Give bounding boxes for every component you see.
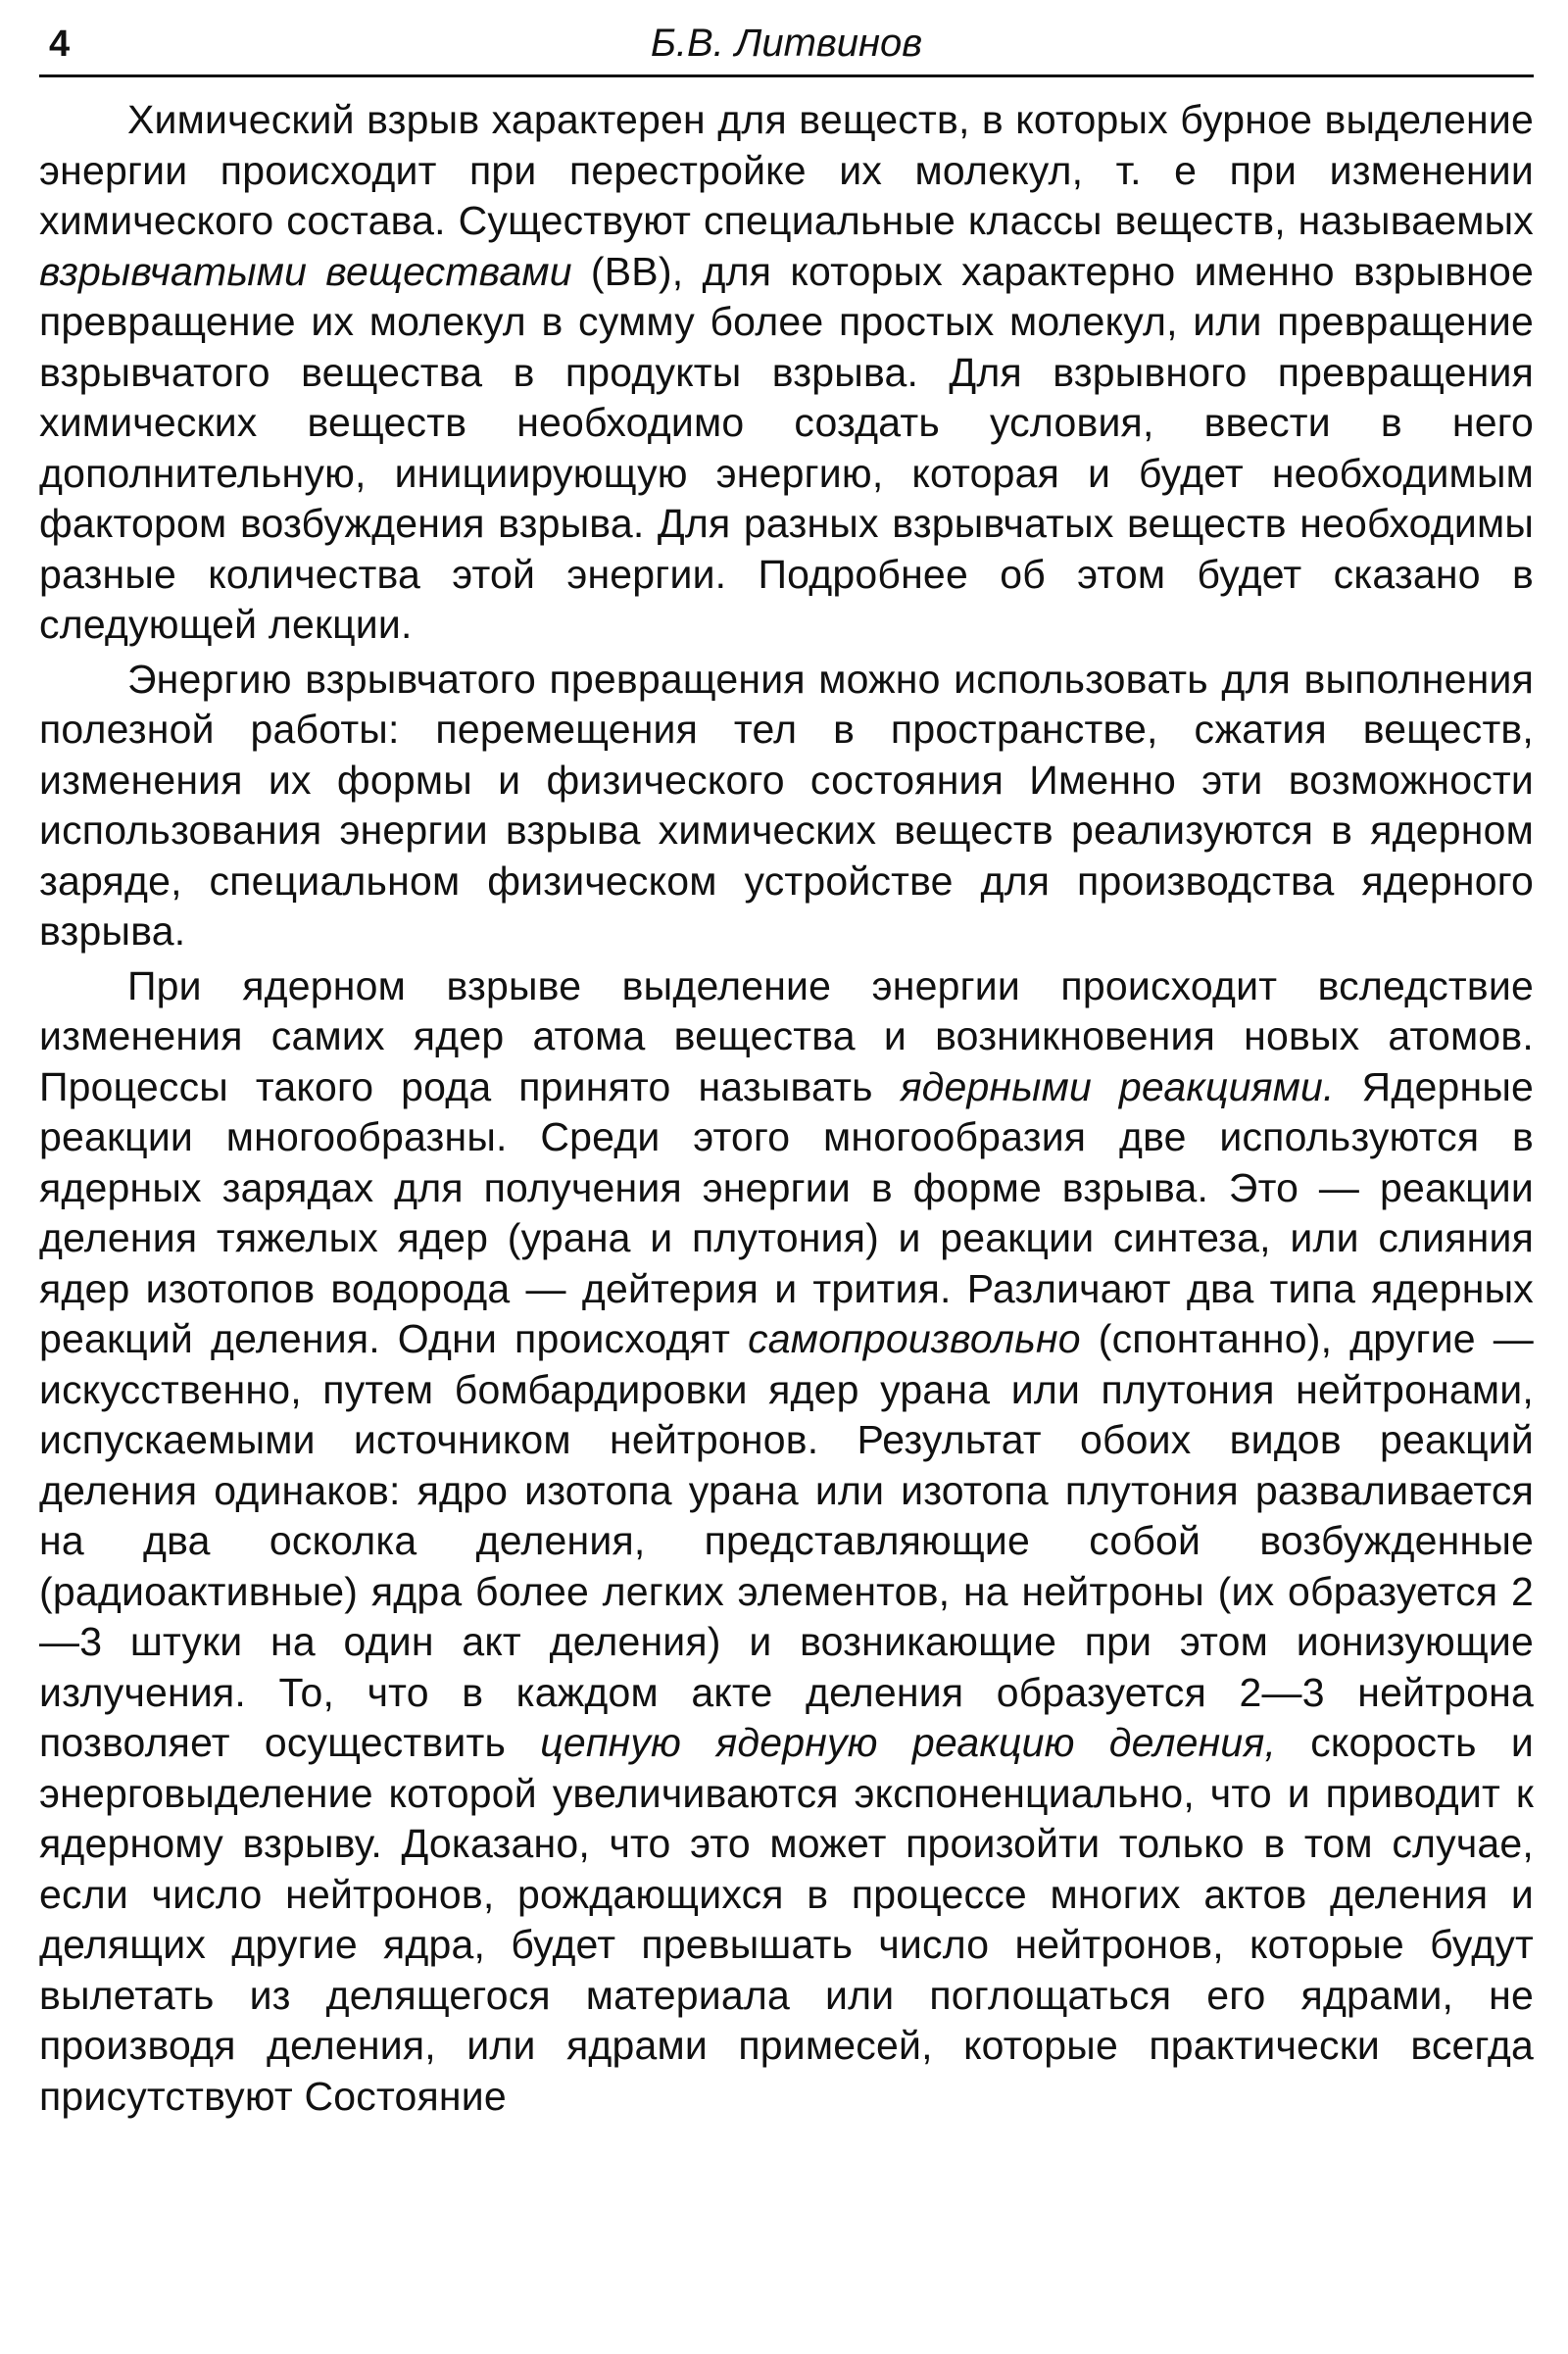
body-text (39, 95, 1534, 2122)
italic-term: самопроизвольно (748, 1316, 1081, 1361)
document-page (39, 0, 1534, 2354)
paragraph-1 (39, 95, 1534, 651)
page-header (39, 10, 1534, 77)
text-segment: Ядерные реакции многообразны. Среди этого многообразия две используются в ядерных зарядах для получения энергии в форме взрыва. Это — реакции деления тяжелых ядер (урана и плутония) и реакции синтеза, или слияния ядер изотопов водорода — дейтерия и трития. Различают два типа ядерных реакций деления. Одни происходят (39, 1063, 1534, 1361)
running-head: Б.В. Литвинов (650, 22, 923, 65)
text-segment: (спонтанно), другие — искусственно, путем бомбардировки ядер урана или плутония нейтронами, испускаемыми источником нейтронов. Результат обоих видов реакций деления одинаков: ядро изотопа урана или изотопа плутония разваливается на два осколка деления, представляющие собой возбужденные (радиоактивные) ядра более легких элементов, на нейтроны (их образуется 2—3 штуки на один акт деления) и возникающие при этом ионизующие излучения. То, что в каждом акте деления образуется 2—3 нейтрона позволяет осуществить (39, 1316, 1534, 1765)
italic-term: взрывчатыми веществами (39, 248, 572, 294)
text-segment: скорость и энерговыделение которой увеличиваются экспоненциально, что и приводит к ядерному взрыву. Доказано, что это может произойти только в том случае, если число нейтронов, рождающихся в процессе многих актов деления и делящих другие ядра, будет превышать число нейтронов, которые будут вылетать из делящегося материала или поглощаться его ядрами, не производя деления, или ядрами примесей, которые практически всегда присутствуют Состояние (39, 1720, 1534, 2119)
page-number: 4 (49, 24, 71, 65)
text-segment: При ядерном взрыве выделение энергии происходит вследствие изменения самих ядер атома вещества и возникновения новых атомов. Процессы такого рода принято называть (39, 962, 1534, 1109)
italic-term: цепную ядерную реакцию деления, (540, 1720, 1277, 1765)
text-segment: Энергию взрывчатого превращения можно использовать для выполнения полезной работы: перемещения тел в пространстве, сжатия веществ, изменения их формы и физического состояния Именно эти возможности использования энергии взрыва химических веществ реализуются в ядерном заряде, специальном физическом устройстве для производства ядерного взрыва. (39, 656, 1534, 954)
italic-term: ядерными реакциями. (900, 1063, 1335, 1109)
text-segment: Химический взрыв характерен для веществ, в которых бурное выделение энергии происходит при перестройке их молекул, т. е при изменении химического состава. Существуют специальные классы веществ, называемых (39, 97, 1534, 243)
text-segment: (ВВ), для которых характерно именно взрывное превращение их молекул в сумму более простых молекул, или превращение взрывчатого вещества в продукты взрыва. Для взрывного превращения химических веществ необходимо создать условия, ввести в него дополнительную, инициирующую энергию, которая и будет необходимым фактором возбуждения взрыва. Для разных взрывчатых веществ необходимы разные количества этой энергии. Подробнее об этом будет сказано в следующей лекции. (39, 248, 1534, 647)
paragraph-2 (39, 655, 1534, 957)
paragraph-3 (39, 961, 1534, 2123)
